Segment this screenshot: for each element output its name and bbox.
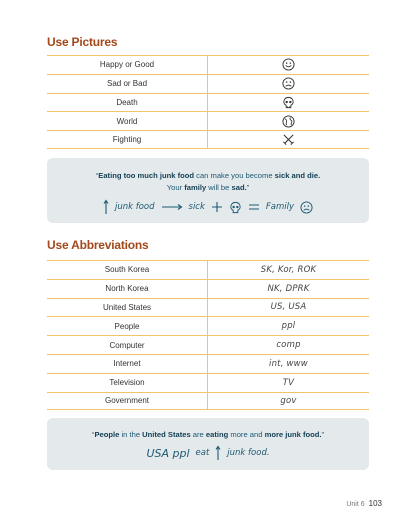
table-row xyxy=(47,130,369,149)
table-row xyxy=(47,354,369,373)
term-cell: Government xyxy=(104,396,150,406)
formula-junk-food: junk food xyxy=(114,202,155,212)
example-quote: “People in the United States are eating more and more junk food.” xyxy=(91,430,325,439)
skull-icon xyxy=(282,96,295,109)
row-label: Happy or Good xyxy=(99,60,155,70)
page-footer xyxy=(346,499,382,508)
crossed-swords-icon xyxy=(282,133,295,146)
abbr-cell: comp xyxy=(207,336,369,354)
abbr-cell: SK, Kor, ROK xyxy=(207,261,369,279)
up-arrow-icon xyxy=(215,445,221,461)
table-row xyxy=(47,74,369,93)
example-formula xyxy=(47,199,369,215)
abbr-cell: int, www xyxy=(207,355,369,373)
abbr-cell: gov xyxy=(207,393,369,410)
abbr-cell: US, USA xyxy=(207,299,369,317)
formula-usa-ppl: USA ppl xyxy=(146,446,190,460)
table-row xyxy=(47,260,369,279)
table-row xyxy=(47,279,369,298)
page-number: 103 xyxy=(368,499,382,508)
row-label: Sad or Bad xyxy=(106,79,148,89)
example-formula xyxy=(47,445,369,461)
term-cell: United States xyxy=(102,302,152,312)
plus-icon xyxy=(211,201,223,213)
right-arrow-icon xyxy=(161,203,183,211)
example-quote: “Eating too much junk food can make you become sick and die. Your family will be sad.” xyxy=(95,171,321,192)
abbreviations-table xyxy=(47,260,369,410)
row-label: Fighting xyxy=(112,135,142,145)
term-cell: South Korea xyxy=(104,265,150,275)
pictures-table xyxy=(47,55,369,149)
globe-icon xyxy=(282,115,295,128)
abbr-cell: TV xyxy=(207,374,369,392)
smiley-icon xyxy=(282,58,295,71)
equals-icon xyxy=(248,202,260,212)
sad-face-icon xyxy=(282,77,295,90)
table-row xyxy=(47,335,369,354)
example-box-abbreviations xyxy=(47,418,369,470)
term-cell: Computer xyxy=(109,340,145,350)
term-cell: North Korea xyxy=(105,284,149,294)
example-box-pictures xyxy=(47,158,369,223)
section-title-abbreviations: Use Abbreviations xyxy=(47,238,149,252)
formula-sick: sick xyxy=(188,202,205,212)
table-row xyxy=(47,93,369,112)
abbr-cell: NK, DPRK xyxy=(207,280,369,298)
row-label: Death xyxy=(116,97,138,107)
skull-icon xyxy=(229,201,242,214)
up-arrow-icon xyxy=(103,199,109,215)
table-row xyxy=(47,111,369,130)
term-cell: Television xyxy=(109,378,145,388)
formula-junk-food: junk food. xyxy=(227,448,270,458)
unit-label: Unit 6 xyxy=(346,501,365,508)
term-cell: Internet xyxy=(113,359,141,369)
table-row xyxy=(47,298,369,317)
table-row xyxy=(47,55,369,74)
abbr-cell: ppl xyxy=(207,317,369,335)
formula-eat: eat xyxy=(195,448,210,458)
term-cell: People xyxy=(114,321,140,331)
sad-face-icon xyxy=(300,201,313,214)
row-label: World xyxy=(116,116,138,126)
table-row xyxy=(47,316,369,335)
table-row xyxy=(47,392,369,411)
section-title-pictures: Use Pictures xyxy=(47,35,118,49)
table-row xyxy=(47,373,369,392)
formula-family: Family xyxy=(265,202,295,212)
